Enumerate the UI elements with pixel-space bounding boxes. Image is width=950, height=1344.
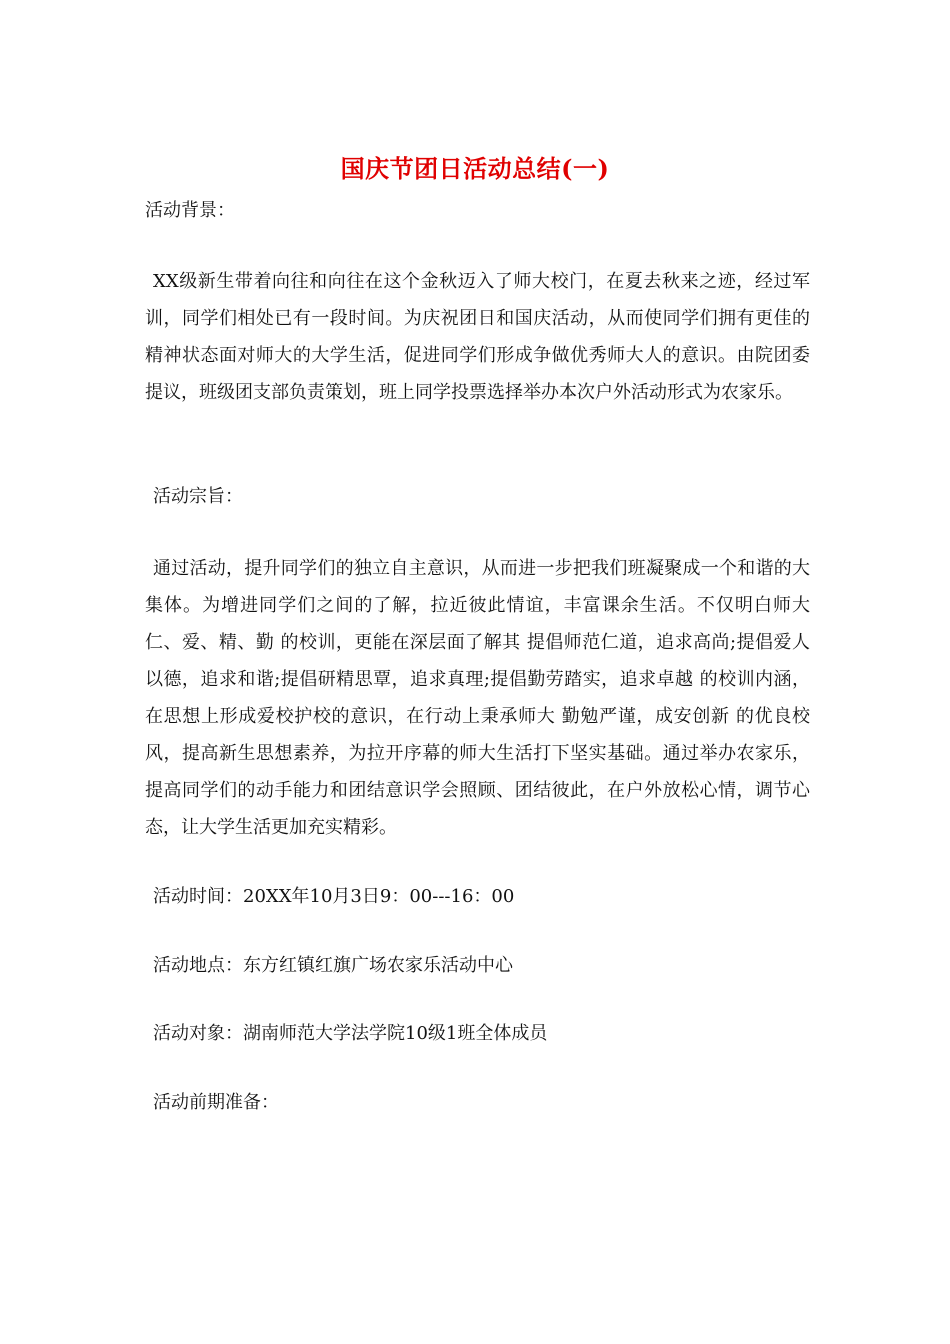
- activity-target: 活动对象：湖南师范大学法学院10级1班全体成员: [153, 1023, 548, 1044]
- background-paragraph: XX级新生带着向往和向往在这个金秋迈入了师大校门，在夏去秋来之迹，经过军训，同学们相处已有一段时间。为庆祝团日和国庆活动，从而使同学们拥有更佳的精神状态面对师大的大学生活，促进同学们形成争做优秀师大人的意识。由院团委提议，班级团支部负责策划，班上同学投票选择举办本次户外活动形式为农家乐。: [145, 271, 810, 403]
- document-title: 国庆节团日活动总结(一): [340, 154, 610, 183]
- activity-place: 活动地点：东方红镇红旗广场农家乐活动中心: [153, 955, 513, 976]
- purpose-paragraph: 通过活动，提升同学们的独立自主意识，从而进一步把我们班凝聚成一个和谐的大集体。为增进同学们之间的了解，拉近彼此情谊，丰富课余生活。不仅明白师大 仁、爱、精、勤 的校训，更能在深层面了解其 提倡师范仁道，追求高尚;提倡爱人以德，追求和谐;提倡研精思覃，追求真理;提倡勤劳踏实，追求卓越 的校训内涵，在思想上形成爱校护校的意识，在行动上秉承师大 勤勉严谨，成安创新 的优良校风，提高新生思想素养，为拉开序幕的师大生活打下坚实基础。通过举办农家乐，提高同学们的动手能力和团结意识学会照顾、团结彼此，在户外放松心情，调节心态，让大学生活更加充实精彩。: [145, 558, 810, 838]
- activity-time: 活动时间：20XX年10月3日9：00---16：00: [153, 886, 515, 907]
- background-heading: 活动背景：: [145, 200, 235, 221]
- purpose-heading: 活动宗旨：: [153, 486, 243, 507]
- preparation-heading: 活动前期准备：: [153, 1092, 279, 1113]
